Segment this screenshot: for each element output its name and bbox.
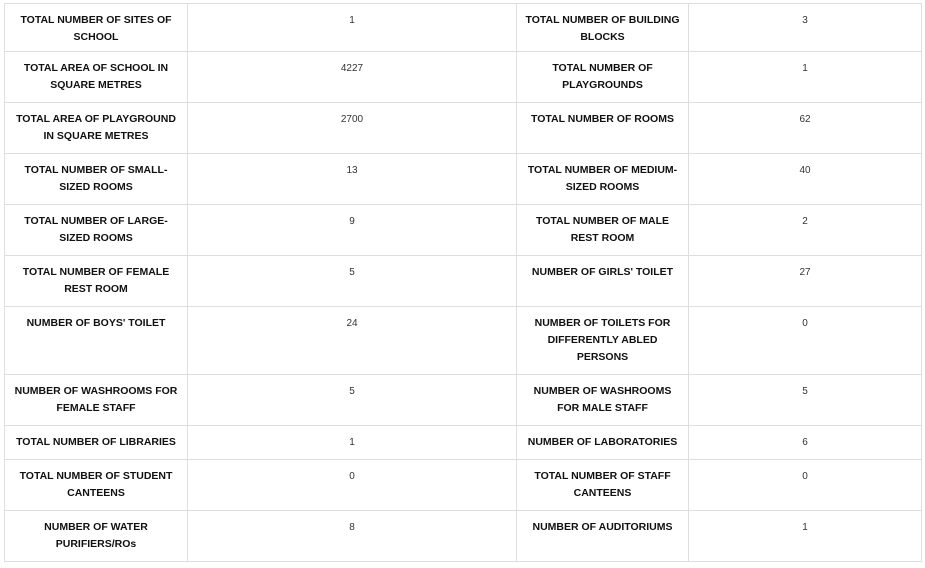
table-row <box>5 103 922 154</box>
playground-area-label: TOTAL AREA OF PLAYGROUND IN SQUARE METRES <box>5 103 188 154</box>
infrastructure-table-container <box>4 3 921 562</box>
disabled-toilet-label: NUMBER OF TOILETS FOR DIFFERENTLY ABLED PERSONS <box>517 307 689 375</box>
table-row <box>5 460 922 511</box>
large-rooms-label: TOTAL NUMBER OF LARGE-SIZED ROOMS <box>5 205 188 256</box>
building-blocks-value: 3 <box>689 4 922 52</box>
playground-area-value: 2700 <box>188 103 517 154</box>
staff-canteens-label: TOTAL NUMBER OF STAFF CANTEENS <box>517 460 689 511</box>
boys-toilet-label: NUMBER OF BOYS' TOILET <box>5 307 188 375</box>
table-row <box>5 205 922 256</box>
table-row <box>5 307 922 375</box>
water-purifiers-value: 8 <box>188 511 517 562</box>
disabled-toilet-value: 0 <box>689 307 922 375</box>
female-staff-washroom-label: NUMBER OF WASHROOMS FOR FEMALE STAFF <box>5 375 188 426</box>
rooms-value: 62 <box>689 103 922 154</box>
playgrounds-value: 1 <box>689 52 922 103</box>
table-row <box>5 426 922 460</box>
staff-canteens-value: 0 <box>689 460 922 511</box>
playgrounds-label: TOTAL NUMBER OF PLAYGROUNDS <box>517 52 689 103</box>
table-row <box>5 52 922 103</box>
female-staff-washroom-value: 5 <box>188 375 517 426</box>
female-rest-room-value: 5 <box>188 256 517 307</box>
female-rest-room-label: TOTAL NUMBER OF FEMALE REST ROOM <box>5 256 188 307</box>
school-area-value: 4227 <box>188 52 517 103</box>
laboratories-label: NUMBER OF LABORATORIES <box>517 426 689 460</box>
small-rooms-label: TOTAL NUMBER OF SMALL-SIZED ROOMS <box>5 154 188 205</box>
table-row <box>5 511 922 562</box>
male-staff-washroom-value: 5 <box>689 375 922 426</box>
sites-value: 1 <box>188 4 517 52</box>
table-row <box>5 4 922 52</box>
boys-toilet-value: 24 <box>188 307 517 375</box>
rooms-label: TOTAL NUMBER OF ROOMS <box>517 103 689 154</box>
large-rooms-value: 9 <box>188 205 517 256</box>
auditoriums-value: 1 <box>689 511 922 562</box>
medium-rooms-value: 40 <box>689 154 922 205</box>
student-canteens-label: TOTAL NUMBER OF STUDENT CANTEENS <box>5 460 188 511</box>
auditoriums-label: NUMBER OF AUDITORIUMS <box>517 511 689 562</box>
school-area-label: TOTAL AREA OF SCHOOL IN SQUARE METRES <box>5 52 188 103</box>
building-blocks-label: TOTAL NUMBER OF BUILDING BLOCKS <box>517 4 689 52</box>
infrastructure-table <box>4 3 922 562</box>
laboratories-value: 6 <box>689 426 922 460</box>
table-row <box>5 256 922 307</box>
girls-toilet-label: NUMBER OF GIRLS' TOILET <box>517 256 689 307</box>
student-canteens-value: 0 <box>188 460 517 511</box>
water-purifiers-label: NUMBER OF WATER PURIFIERS/ROs <box>5 511 188 562</box>
table-row <box>5 375 922 426</box>
male-rest-room-label: TOTAL NUMBER OF MALE REST ROOM <box>517 205 689 256</box>
male-rest-room-value: 2 <box>689 205 922 256</box>
libraries-value: 1 <box>188 426 517 460</box>
sites-label: TOTAL NUMBER OF SITES OF SCHOOL <box>5 4 188 52</box>
male-staff-washroom-label: NUMBER OF WASHROOMS FOR MALE STAFF <box>517 375 689 426</box>
libraries-label: TOTAL NUMBER OF LIBRARIES <box>5 426 188 460</box>
table-row <box>5 154 922 205</box>
girls-toilet-value: 27 <box>689 256 922 307</box>
medium-rooms-label: TOTAL NUMBER OF MEDIUM-SIZED ROOMS <box>517 154 689 205</box>
small-rooms-value: 13 <box>188 154 517 205</box>
